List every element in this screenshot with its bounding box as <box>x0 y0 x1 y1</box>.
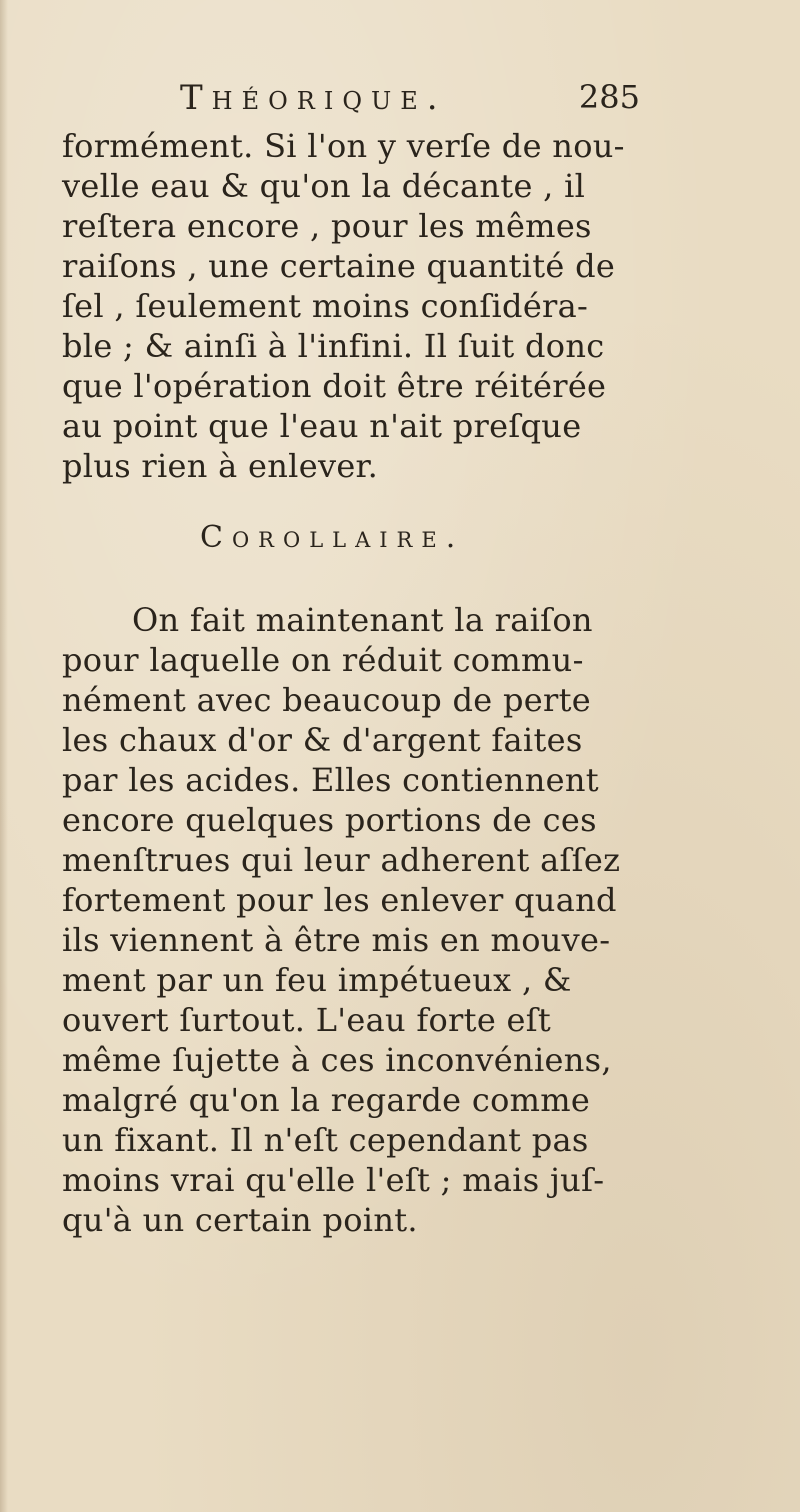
text-line: ſel , ſeulement moins conſidéra- <box>62 287 589 325</box>
text-line: raiſons , une certaine quantité de <box>62 247 616 285</box>
text-line: nément avec beaucoup de perte <box>62 681 592 719</box>
text-line: ouvert ſurtout. L'eau forte eſt <box>62 1001 552 1039</box>
text-line: les chaux d'or & d'argent faites <box>62 721 583 759</box>
text-line: encore quelques portions de ces <box>62 801 597 839</box>
text-line: ment par un feu impétueux , & <box>62 961 572 999</box>
text-line: que l'opération doit être réitérée <box>62 367 607 405</box>
text-line: qu'à un certain point. <box>62 1201 418 1239</box>
text-line: ils viennent à être mis en mouve- <box>62 921 611 959</box>
text-line: formément. Si l'on y verſe de nou- <box>62 127 625 165</box>
text-line: velle eau & qu'on la décante , il <box>62 167 586 205</box>
text-line: fortement pour les enlever quand <box>62 881 617 919</box>
text-line: un fixant. Il n'eſt cependant pas <box>62 1121 589 1159</box>
text-line: reſtera encore , pour les mêmes <box>62 207 592 245</box>
text-line: par les acides. Elles contiennent <box>62 761 599 799</box>
running-title: Théorique. <box>180 78 447 118</box>
text-line: ble ; & ainſi à l'infini. Il ſuit donc <box>62 327 605 365</box>
section-heading: Corollaire. <box>200 520 465 555</box>
page-number: 285 <box>578 78 640 116</box>
text-line: moins vrai qu'elle l'eſt ; mais juſ- <box>62 1161 605 1199</box>
text-line: malgré qu'on la regarde comme <box>62 1081 591 1119</box>
page-fold-shadow <box>0 0 8 1512</box>
text-line: au point que l'eau n'ait preſque <box>62 407 582 445</box>
text-line: même ſujette à ces inconvéniens, <box>62 1041 612 1079</box>
text-line: menſtrues qui leur adherent aſſez <box>62 841 621 879</box>
text-line: plus rien à enlever. <box>62 447 379 485</box>
text-line: pour laquelle on réduit commu- <box>62 641 584 679</box>
running-head <box>180 78 640 128</box>
text-line: On fait maintenant la raiſon <box>132 601 593 639</box>
